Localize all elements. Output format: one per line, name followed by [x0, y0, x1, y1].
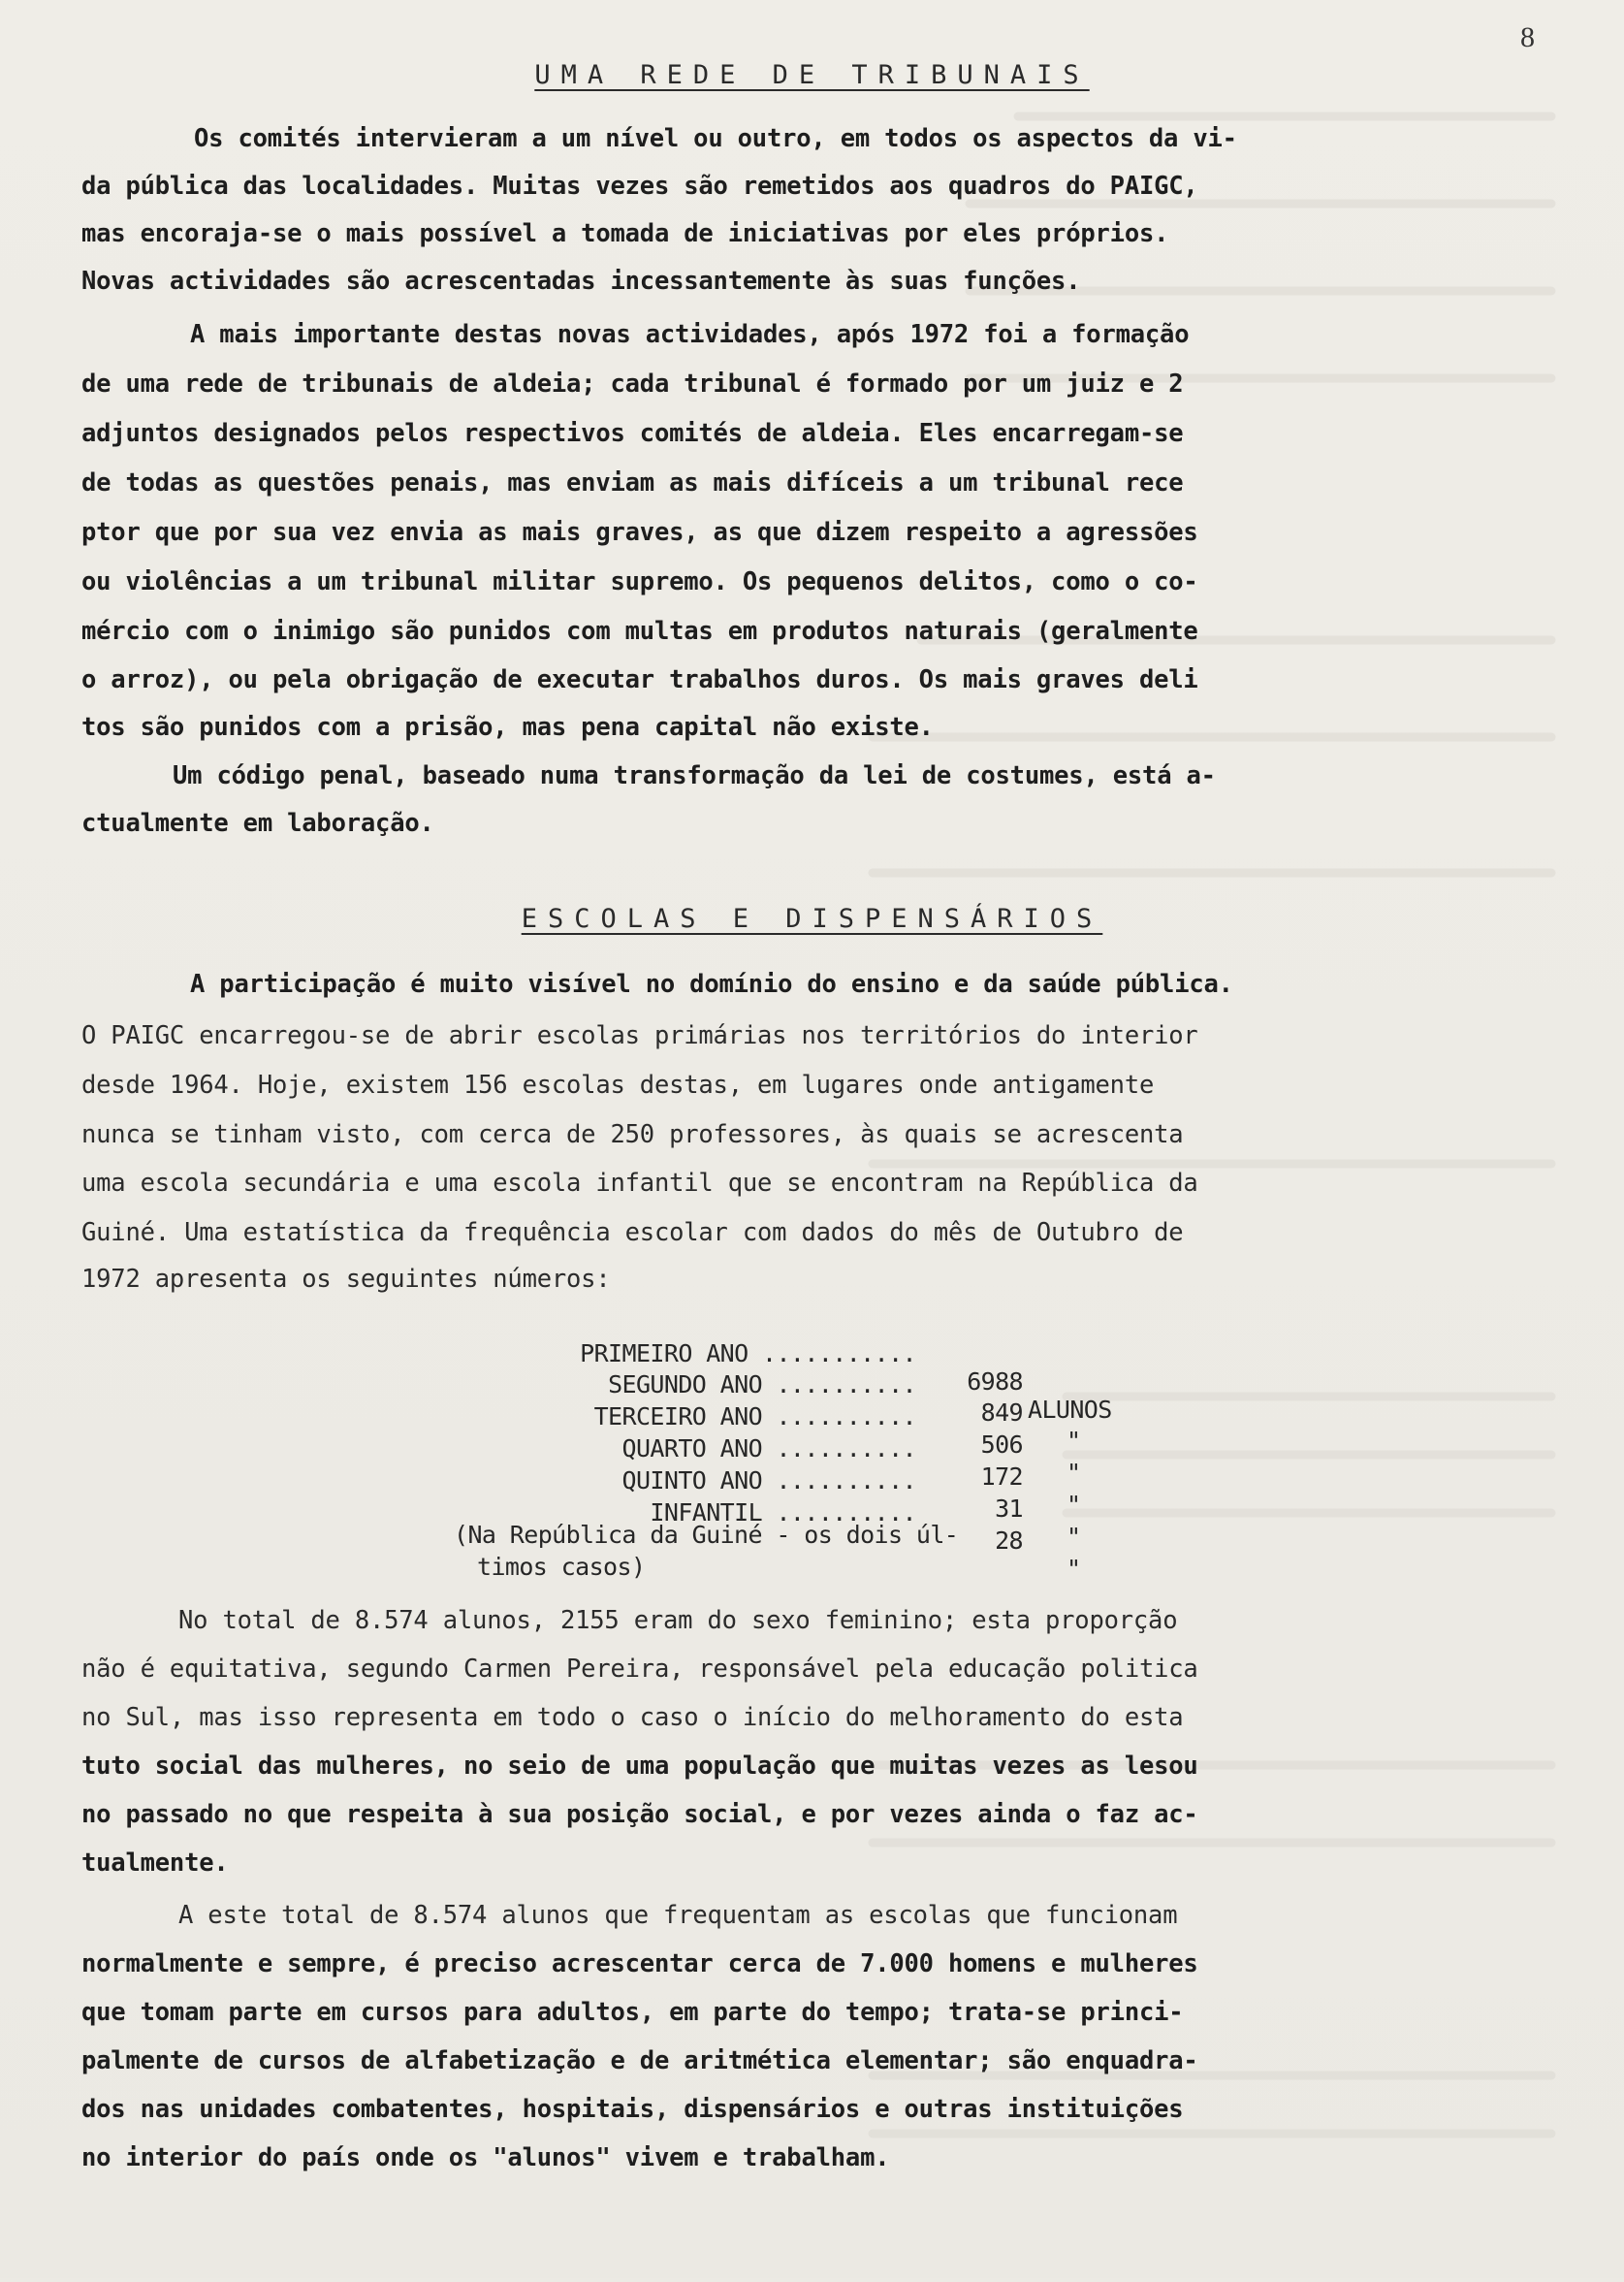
paragraph-line: Um código penal, baseado numa transformação da lei de costumes, está a-	[173, 761, 1216, 790]
paragraph-line: no Sul, mas isso representa em todo o caso o início do melhoramento do esta	[81, 1703, 1184, 1732]
table-row-unit: ALUNOS	[1028, 1396, 1112, 1424]
paragraph-line: dos nas unidades combatentes, hospitais, dispensários e outras instituições	[81, 2095, 1184, 2124]
table-row-label: SEGUNDO ANO ..........	[608, 1370, 916, 1398]
page-number: 8	[1520, 21, 1535, 53]
section-heading-escolas: ESCOLAS E DISPENSÁRIOS	[521, 904, 1103, 934]
paragraph-line: o arroz), ou pela obrigação de executar trabalhos duros. Os mais graves deli	[81, 665, 1198, 694]
paragraph-line: de todas as questões penais, mas enviam as mais difíceis a um tribunal rece	[81, 468, 1184, 498]
table-note: timos casos)	[477, 1553, 646, 1581]
paragraph-line: ou violências a um tribunal militar supremo. Os pequenos delitos, como o co-	[81, 567, 1198, 596]
paragraph-line: tualmente.	[81, 1848, 229, 1878]
paragraph-line: tos são punidos com a prisão, mas pena capital não existe.	[81, 713, 934, 742]
table-row-label: PRIMEIRO ANO ...........	[580, 1339, 916, 1367]
paragraph-line: no passado no que respeita à sua posição social, e por vezes ainda o faz ac-	[81, 1800, 1198, 1829]
paragraph-line: Guiné. Uma estatística da frequência escolar com dados do mês de Outubro de	[81, 1218, 1184, 1247]
table-row-unit: "	[1067, 1427, 1081, 1455]
table-row-value: 506	[980, 1430, 1023, 1459]
paragraph-line: Os comités intervieram a um nível ou outro, em todos os aspectos da vi-	[194, 124, 1237, 153]
table-row-value: 6988	[967, 1367, 1023, 1396]
paragraph-line: não é equitativa, segundo Carmen Pereira, responsável pela educação politica	[81, 1655, 1198, 1684]
paragraph-line: da pública das localidades. Muitas vezes são remetidos aos quadros do PAIGC,	[81, 172, 1198, 201]
paragraph-line: desde 1964. Hoje, existem 156 escolas destas, em lugares onde antigamente	[81, 1071, 1155, 1100]
table-row-value: 172	[980, 1462, 1023, 1491]
paragraph-line: palmente de cursos de alfabetização e de aritmética elementar; são enquadra-	[81, 2046, 1198, 2075]
table-note: (Na República da Guiné - os dois úl-	[454, 1521, 959, 1549]
paragraph-line: 1972 apresenta os seguintes números:	[81, 1265, 611, 1294]
paragraph-line: no interior do país onde os "alunos" vivem e trabalham.	[81, 2143, 890, 2172]
paragraph-line: A participação é muito visível no domínio do ensino e da saúde pública.	[190, 970, 1233, 999]
table-row-label: QUINTO ANO ..........	[621, 1466, 916, 1495]
table-row-label: TERCEIRO ANO ..........	[593, 1402, 916, 1430]
table-row-label: QUARTO ANO ..........	[621, 1434, 916, 1462]
paragraph-line: mas encoraja-se o mais possível a tomada de iniciativas por eles próprios.	[81, 219, 1169, 248]
paragraph-line: A mais importante destas novas actividades, após 1972 foi a formação	[190, 320, 1190, 349]
table-row-value: 28	[995, 1527, 1023, 1555]
table-row-unit: "	[1067, 1491, 1081, 1519]
table-row-value: 849	[980, 1398, 1023, 1427]
table-row-unit: "	[1067, 1523, 1081, 1551]
paragraph-line: tuto social das mulheres, no seio de uma população que muitas vezes as lesou	[81, 1752, 1198, 1781]
paragraph-line: de uma rede de tribunais de aldeia; cada tribunal é formado por um juiz e 2	[81, 370, 1184, 399]
paragraph-line: ctualmente em laboração.	[81, 809, 434, 838]
paragraph-line: No total de 8.574 alunos, 2155 eram do sexo feminino; esta proporção	[178, 1606, 1178, 1635]
table-row-unit: "	[1067, 1459, 1081, 1487]
paragraph-line: A este total de 8.574 alunos que frequentam as escolas que funcionam	[178, 1901, 1178, 1930]
paragraph-line: uma escola secundária e uma escola infantil que se encontram na República da	[81, 1169, 1198, 1198]
section-heading-tribunais: UMA REDE DE TRIBUNAIS	[534, 60, 1090, 90]
paragraph-line: mércio com o inimigo são punidos com multas em produtos naturais (geralmente	[81, 617, 1198, 646]
paragraph-line: nunca se tinham visto, com cerca de 250 professores, às quais se acrescenta	[81, 1120, 1184, 1149]
paragraph-line: normalmente e sempre, é preciso acrescentar cerca de 7.000 homens e mulheres	[81, 1949, 1198, 1978]
paragraph-line: adjuntos designados pelos respectivos comités de aldeia. Eles encarregam-se	[81, 419, 1184, 448]
paragraph-line: ptor que por sua vez envia as mais graves, as que dizem respeito a agressões	[81, 518, 1198, 547]
paragraph-line: O PAIGC encarregou-se de abrir escolas primárias nos territórios do interior	[81, 1021, 1198, 1050]
table-row-value: 31	[995, 1495, 1023, 1523]
paragraph-line: que tomam parte em cursos para adultos, em parte do tempo; trata-se princi-	[81, 1998, 1184, 2027]
table-row-label: INFANTIL ..........	[650, 1498, 916, 1527]
table-row-unit: "	[1067, 1555, 1081, 1583]
paragraph-line: Novas actividades são acrescentadas incessantemente às suas funções.	[81, 267, 1081, 296]
